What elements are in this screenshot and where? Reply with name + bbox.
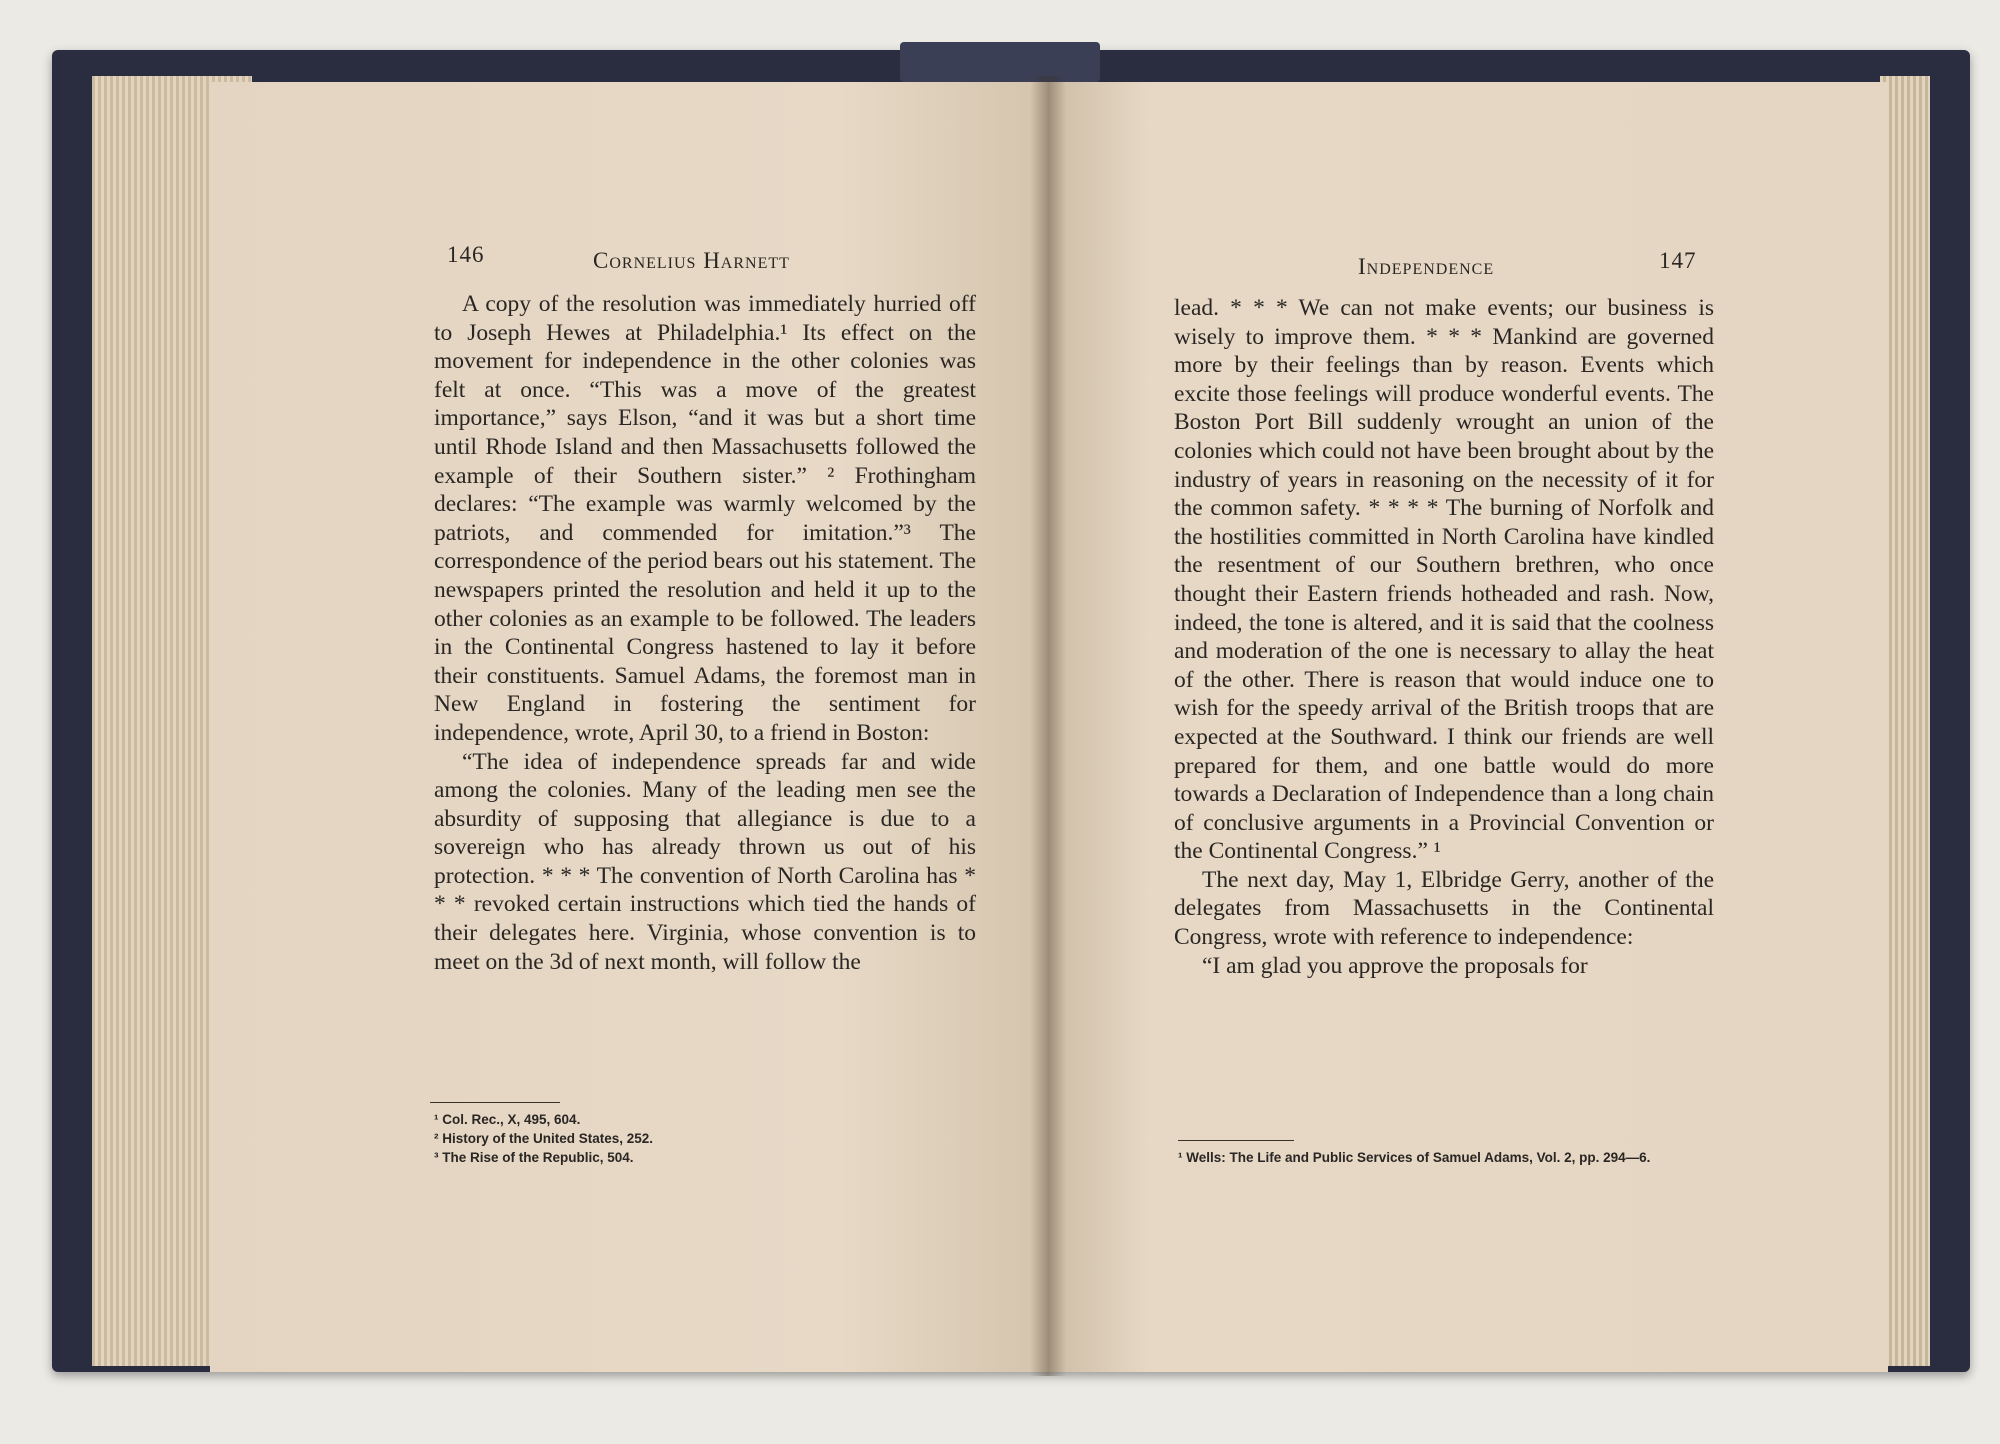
left-footnotes (434, 1110, 653, 1167)
left-paragraph-2: “The idea of independence spreads far and wide among the colonies. Many of the leading men see the absurdity of supposing that allegiance is due to a sovereign who has already thrown us out of his protection. * * * The convention of North Carolina has * * * revoked certain instructions which tied the hands of their delegates here. Virginia, whose convention is to meet on the 3d of next month, will follow the (434, 748, 976, 975)
left-page-number: 146 (447, 242, 485, 267)
left-body-text (434, 290, 976, 976)
right-footnote-rule (1178, 1140, 1294, 1141)
left-paragraph-1: A copy of the resolution was immediately hurried off to Joseph Hewes at Philadelphia.¹ Its effect on the movement for independence in the other colonies was felt at once. “This was a move of the greatest importance,” says Elson, “and it was but a short time until Rhode Island and then Massachusetts followed the example of their Southern sister.” ² Frothingham declares: “The example was warmly welcomed by the patriots, and commended for imitation.”³ The correspondence of the period bears out his statement. The newspapers printed the resolution and held it up to the other colonies as an example to be followed. The leaders in the Continental Congress hastened to lay it before their constituents. Samuel Adams, the foremost man in New England in fostering the sentiment for independence, wrote, April 30, to a friend in Boston: (434, 291, 976, 746)
left-footnote-rule (430, 1102, 560, 1103)
left-footnote-3: ³ The Rise of the Republic, 504. (434, 1150, 634, 1165)
right-footnote-1: ¹ Wells: The Life and Public Services of Samuel Adams, Vol. 2, pp. 294—6. (1178, 1150, 1651, 1165)
book-gutter (1030, 76, 1066, 1376)
right-page-number: 147 (1659, 248, 1697, 273)
left-running-head: Cornelius Harnett (593, 248, 790, 273)
right-paragraph-1: lead. * * * We can not make events; our business is wisely to improve them. * * * Mankind are governed more by their feelings than by reason. Events which excite those feelings will produce wonderful events. The Boston Port Bill suddenly wrought an union of the colonies which could not have been brought about by the industry of years in reasoning on the necessity of it for the common safety. * * * * The burning of Norfolk and the hostilities committed in North Carolina have kindled the resentment of our Southern brethren, who once thought their Eastern friends hotheaded and rash. Now, indeed, the tone is altered, and it is said that the coolness and moderation of the one is necessary to allay the heat of the other. There is reason that would induce one to wish for the speedy arrival of the British troops that are expected at the Southward. I think our friends are well prepared for them, and one battle would do more towards a Declaration of Independence than a long chain of conclusive arguments in a Provincial Convention or the Continental Congress.” ¹ (1174, 295, 1714, 865)
right-page (1048, 82, 1888, 1372)
right-running-head: Independence (1358, 254, 1495, 279)
left-footnote-2: ² History of the United States, 252. (434, 1131, 654, 1146)
right-paragraph-2: The next day, May 1, Elbridge Gerry, another of the delegates from Massachusetts in the Continental Congress, wrote with reference to independence: (1174, 866, 1714, 951)
left-page (210, 82, 1048, 1372)
left-footnote-1: ¹ Col. Rec., X, 495, 604. (434, 1112, 581, 1127)
right-paragraph-3: “I am glad you approve the proposals for (1202, 952, 1588, 979)
right-footnotes (1178, 1148, 1718, 1167)
book-spine (900, 42, 1100, 82)
right-body-text (1174, 294, 1714, 980)
